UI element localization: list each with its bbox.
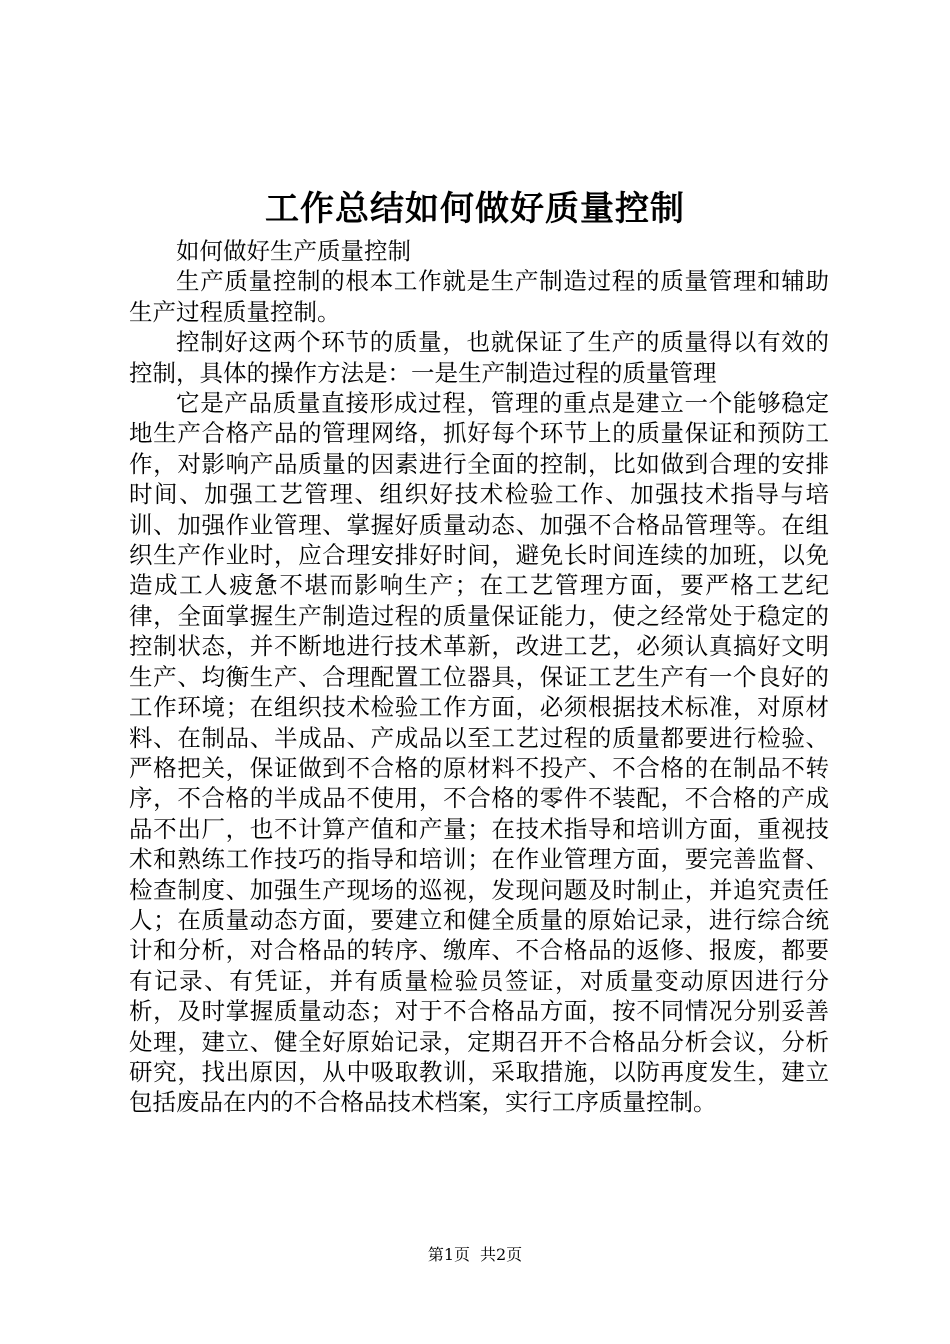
document-title: 工作总结如何做好质量控制 (265, 189, 685, 229)
page-footer (0, 1244, 950, 1266)
paragraph: 它是产品质量直接形成过程，管理的重点是建立一个能够稳定地生产合格产品的管理网络，抓好每个环节上的质量保证和预防工作，对影响产品质量的因素进行全面的控制，比如做到合理的安排时间、加强工艺管理、组织好技术检验工作、加强技术指导与培训、加强作业管理、掌握好质量动态、加强不合格品管理等。在组织生产作业时，应合理安排好时间，避免长时间连续的加班，以免造成工人疲惫不堪而影响生产；在工艺管理方面，要严格工艺纪律，全面掌握生产制造过程的质量保证能力，使之经常处于稳定的控制状态，并不断地进行技术革新，改进工艺，必须认真搞好文明生产、均衡生产、合理配置工位器具，保证工艺生产有一个良好的工作环境；在组织技术检验工作方面，必须根据技术标准，对原材料、在制品、半成品、产成品以至工艺过程的质量都要进行检验、严格把关，保证做到不合格的原材料不投产、不合格的在制品不转序，不合格的半成品不使用，不合格的零件不装配，不合格的产成品不出厂，也不计算产值和产量；在技术指导和培训方面，重视技术和熟练工作技巧的指导和培训；在作业管理方面，要完善监督、检查制度、加强生产现场的巡视，发现问题及时制止，并追究责任人；在质量动态方面，要建立和健全质量的原始记录，进行综合统计和分析，对合格品的转序、缴库、不合格品的返修、报废，都要有记录、有凭证，并有质量检验员签证，对质量变动原因进行分析，及时掌握质量动态；对于不合格品方面，按不同情况分别妥善处理，建立、健全好原始记录，定期召开不合格品分析会议，分析研究，找出原因，从中吸取教训，采取措施，以防再度发生，建立包括废品在内的不合格品技术档案，实行工序质量控制。 (129, 389, 829, 1117)
page-number-total: 共2页 (480, 1245, 523, 1264)
document-body (129, 236, 829, 1118)
paragraph: 控制好这两个环节的质量，也就保证了生产的质量得以有效的控制，具体的操作方法是：一是生产制造过程的质量管理 (129, 328, 829, 387)
paragraph-subtitle: 如何做好生产质量控制 (176, 237, 411, 265)
paragraph: 生产质量控制的根本工作就是生产制造过程的质量管理和辅助生产过程质量控制。 (129, 267, 829, 326)
page-number-current: 第1页 (427, 1245, 470, 1264)
